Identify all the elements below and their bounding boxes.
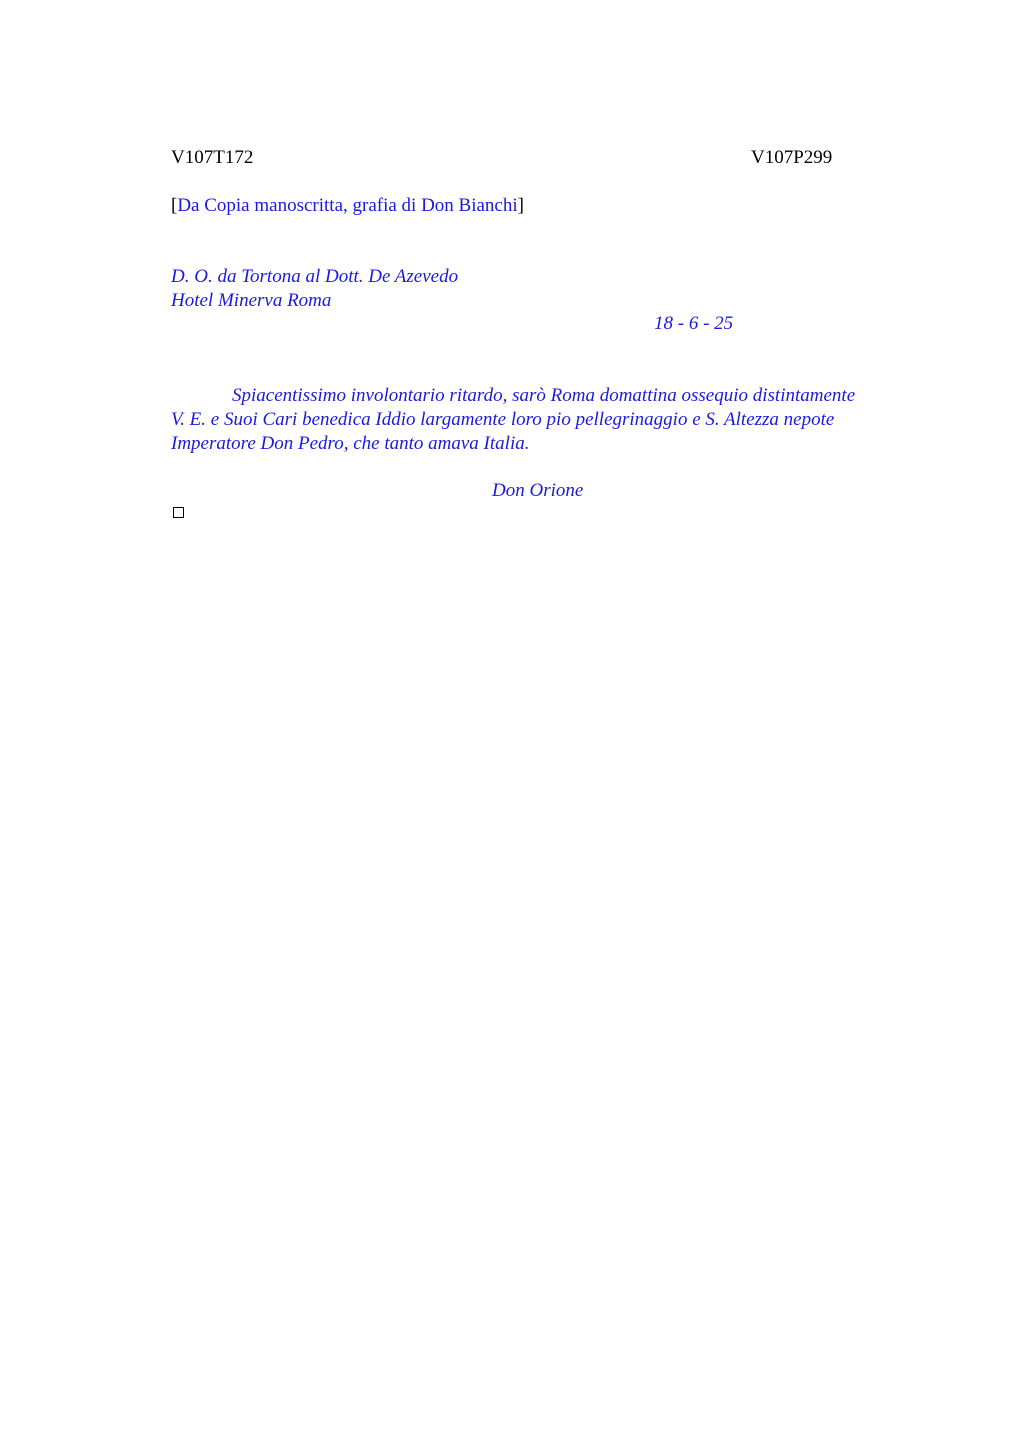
letter-date: 18 - 6 - 25 (654, 313, 734, 334)
letter-body-line-1: Spiacentissimo involontario ritardo, sarò Roma domattina ossequio distintamente (232, 385, 856, 406)
address-line-1: D. O. da Tortona al Dott. De Azevedo (171, 266, 459, 287)
source-note-close-bracket: ] (517, 195, 524, 216)
address-line-2: Hotel Minerva Roma (171, 290, 332, 311)
letter-body-line-3: Imperatore Don Pedro, che tanto amava Italia. (171, 433, 530, 454)
letter-body (171, 384, 913, 456)
signature: Don Orione (492, 480, 584, 501)
source-note (171, 194, 524, 218)
letter-body-line-2: V. E. e Suoi Cari benedica Iddio largamente loro pio pellegrinaggio e S. Altezza nepote (171, 409, 835, 430)
document-code-right: V107P299 (751, 147, 833, 168)
document-code-left: V107T172 (171, 147, 254, 168)
source-note-open-bracket: [ (171, 195, 178, 216)
end-marker-box (173, 507, 184, 518)
source-note-text: Da Copia manoscritta, grafia di Don Bianchi (177, 195, 518, 216)
